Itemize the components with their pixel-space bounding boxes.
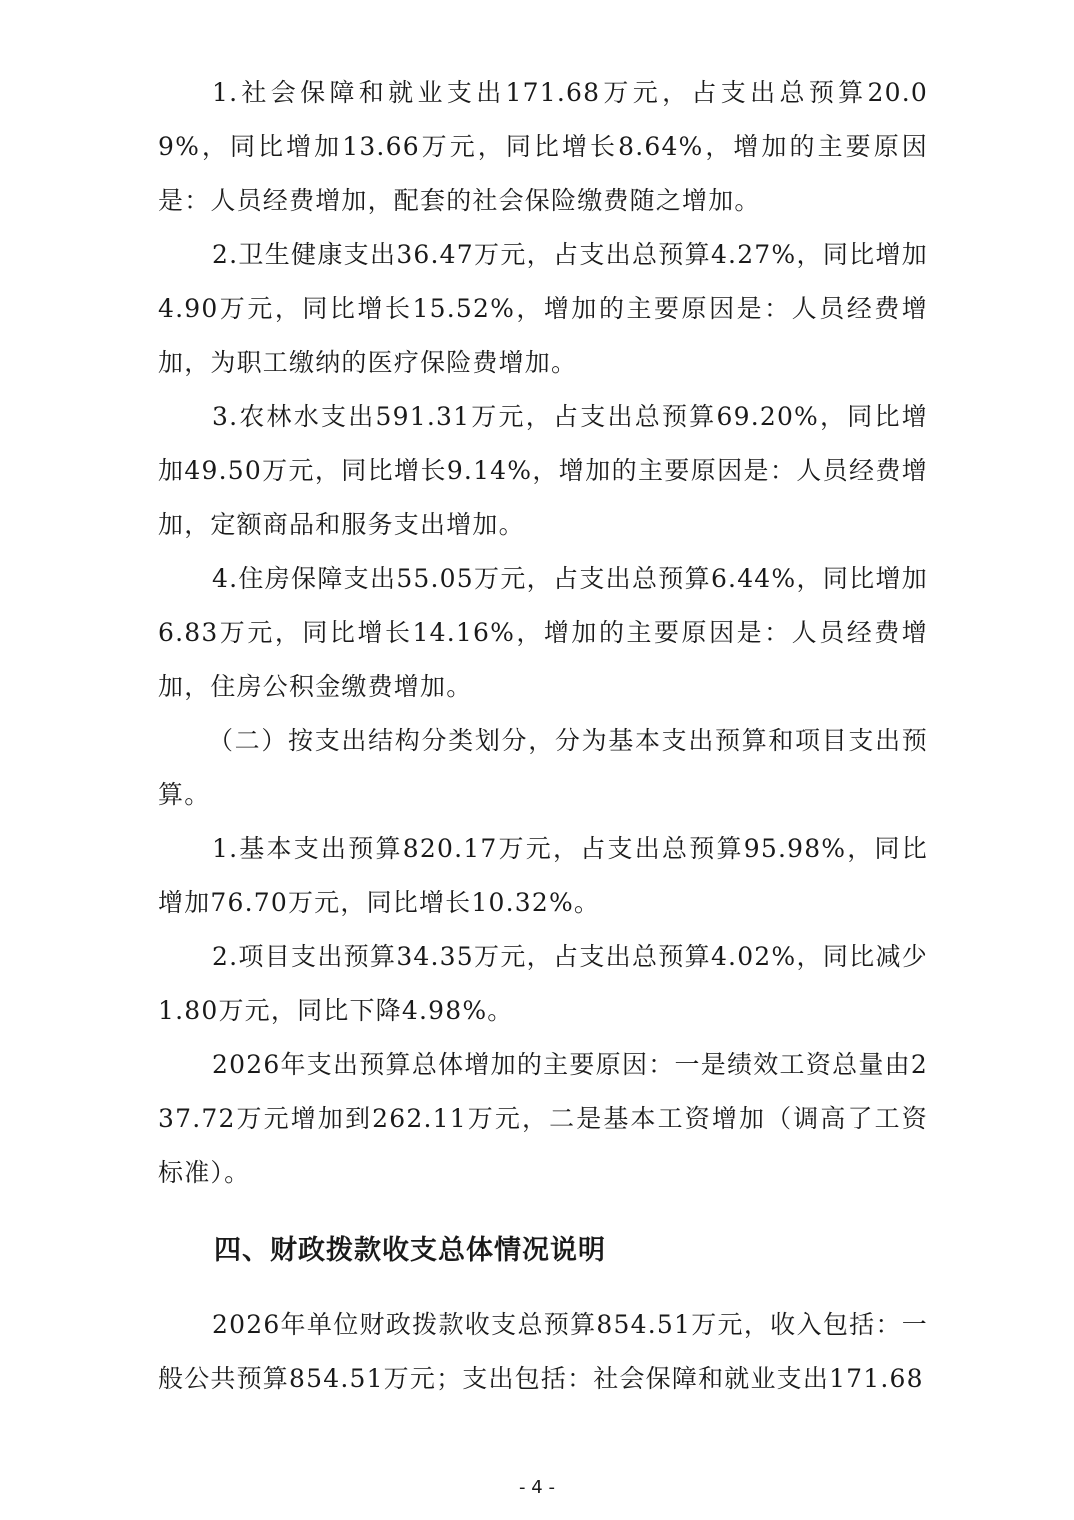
paragraph-increase-reason: 2026年支出预算总体增加的主要原因：一是绩效工资总量由237.72万元增加到262.11万元，二是基本工资增加（调高了工资标准）。: [158, 1050, 928, 1187]
paragraph-agriculture: 3.农林水支出591.31万元，占支出总预算69.20%，同比增加49.50万元，同比增长9.14%，增加的主要原因是：人员经费增加，定额商品和服务支出增加。: [158, 402, 928, 539]
document-page: [158, 66, 928, 1406]
paragraph-structure-classification: （二）按支出结构分类划分，分为基本支出预算和项目支出预算。: [158, 726, 928, 809]
paragraph-project-expenditure: 2.项目支出预算34.35万元，占支出总预算4.02%，同比减少1.80万元，同比下降4.98%。: [158, 942, 928, 1025]
paragraph-health: 2.卫生健康支出36.47万元，占支出总预算4.27%，同比增加4.90万元，同比增长15.52%，增加的主要原因是：人员经费增加，为职工缴纳的医疗保险费增加。: [158, 240, 928, 377]
page-number: - 4 -: [519, 1477, 555, 1498]
paragraph-housing: 4.住房保障支出55.05万元，占支出总预算6.44%，同比增加6.83万元，同比增长14.16%，增加的主要原因是：人员经费增加，住房公积金缴费增加。: [158, 564, 928, 701]
paragraph-social-security: 1.社会保障和就业支出171.68万元，占支出总预算20.09%，同比增加13.66万元，同比增长8.64%，增加的主要原因是：人员经费增加，配套的社会保险缴费随之增加。: [158, 78, 928, 215]
section-heading: 四、财政拨款收支总体情况说明: [214, 1235, 606, 1266]
paragraph-basic-expenditure: 1.基本支出预算820.17万元，占支出总预算95.98%，同比增加76.70万元，同比增长10.32%。: [158, 834, 928, 917]
paragraph-fiscal-overview: 2026年单位财政拨款收支总预算854.51万元，收入包括：一般公共预算854.51万元；支出包括：社会保障和就业支出171.68: [158, 1310, 928, 1393]
